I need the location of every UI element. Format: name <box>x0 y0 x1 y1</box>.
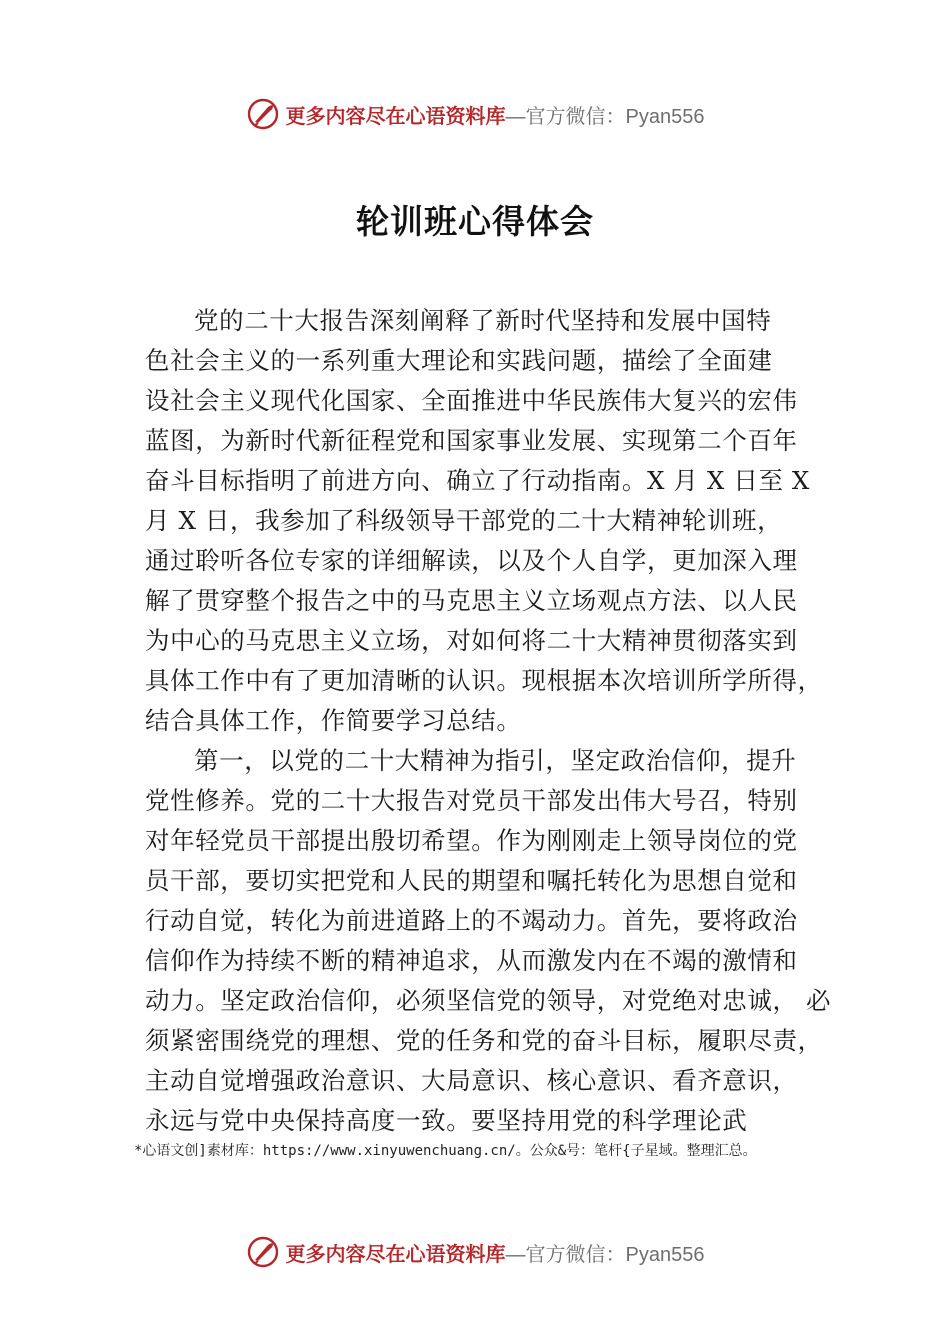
text-line: 色社会主义的一系列重大理论和实践问题，描绘了全面建 <box>145 346 773 375</box>
header-banner <box>0 94 950 134</box>
text-line: 为中心的马克思主义立场，对如何将二十大精神贯彻落实到 <box>145 626 798 655</box>
source-footnote: *心语文创]素材库：https://www.xinyuwenchuang.cn/。公众&号：笔杆{子星域。整理汇总。 <box>134 1143 757 1159</box>
document-body <box>145 301 832 1141</box>
banner-gray-text: —官方微信：Pyan556 <box>505 105 705 128</box>
text-line: 对年轻党员干部提出殷切希望。作为刚刚走上领导岗位的党 <box>145 826 798 855</box>
document-title: 轮训班心得体会 <box>356 202 594 241</box>
text-line: 党性修养。党的二十大报告对党员干部发出伟大号召，特别 <box>145 786 798 815</box>
footer-banner <box>0 1232 950 1272</box>
quill-pen-icon <box>246 1235 280 1269</box>
text-line: 信仰作为持续不断的精神追求，从而激发内在不竭的激情和 <box>145 946 798 975</box>
text-line: 行动自觉，转化为前进道路上的不竭动力。首先，要将政治 <box>145 906 798 935</box>
banner-text <box>286 100 705 129</box>
text-line: 主动自觉增强政治意识、大局意识、核心意识、看齐意识， <box>145 1066 798 1095</box>
text-line: 奋斗目标指明了前进方向、确立了行动指南。X 月 X 日至 X <box>145 466 810 495</box>
text-line: 蓝图，为新时代新征程党和国家事业发展、实现第二个百年 <box>145 426 798 455</box>
text-line: 解了贯穿整个报告之中的马克思主义立场观点方法、以人民 <box>145 586 798 615</box>
banner-gray-text: —官方微信：Pyan556 <box>505 1243 705 1266</box>
text-line: 第一，以党的二十大精神为指引，坚定政治信仰，提升 <box>194 746 797 775</box>
text-line: 须紧密围绕党的理想、党的任务和党的奋斗目标，履职尽责， <box>145 1026 823 1055</box>
quill-pen-icon <box>246 97 280 131</box>
text-line: 动力。坚定政治信仰，必须坚信党的领导，对党绝对忠诚， 必 <box>145 986 832 1015</box>
text-line: 党的二十大报告深刻阐释了新时代坚持和发展中国特 <box>194 306 772 335</box>
text-line: 具体工作中有了更加清晰的认识。现根据本次培训所学所得， <box>145 666 823 695</box>
banner-red-text: 更多内容尽在心语资料库 <box>285 1241 506 1266</box>
text-line: 月 X 日，我参加了科级领导干部党的二十大精神轮训班， <box>145 506 783 535</box>
text-line: 员干部，要切实把党和人民的期望和嘱托转化为思想自觉和 <box>145 866 798 895</box>
text-line: 结合具体工作，作简要学习总结。 <box>145 706 522 735</box>
text-line: 通过聆听各位专家的详细解读，以及个人自学，更加深入理 <box>145 546 798 575</box>
text-line: 永远与党中央保持高度一致。要坚持用党的科学理论武 <box>145 1106 748 1135</box>
text-line: 设社会主义现代化国家、全面推进中华民族伟大复兴的宏伟 <box>145 386 798 415</box>
banner-red-text: 更多内容尽在心语资料库 <box>285 103 506 128</box>
banner-text <box>286 1238 705 1267</box>
